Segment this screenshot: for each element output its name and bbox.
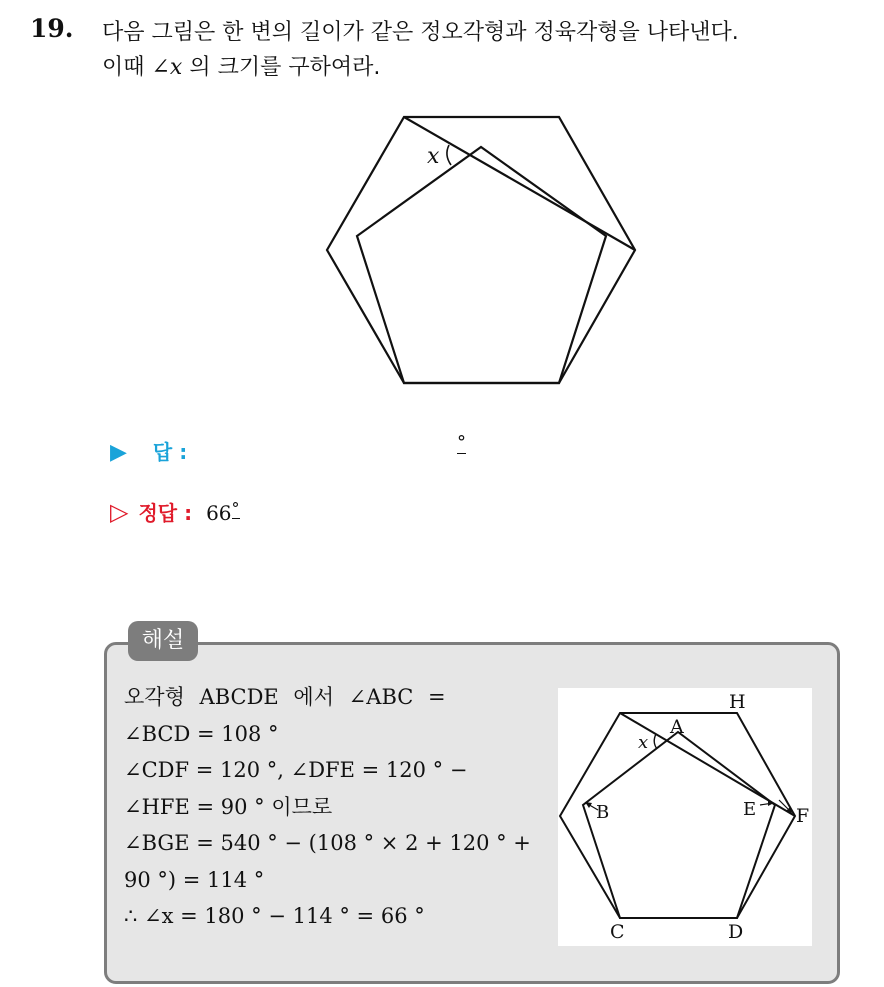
solution-line: ∠HFE = 90 ° 이므로: [124, 794, 333, 819]
solution-line: ∴ ∠x = 180 ° − 114 ° = 66 °: [124, 904, 425, 928]
solution-pentagon-shape: [583, 732, 775, 918]
question-line-2: 이때 ∠x 의 크기를 구하여라.: [102, 55, 381, 80]
question-line-1: 다음 그림은 한 변의 길이가 같은 정오각형과 정육각형을 나타낸다.: [102, 20, 739, 45]
connector-line: [404, 117, 635, 250]
angle-x-label: x: [427, 144, 440, 169]
point-d-label: D: [728, 921, 744, 943]
question-figure: [320, 110, 650, 395]
solution-line: ∠BCD = 108 °: [124, 721, 279, 746]
solution-line: 오각형 ABCDE 에서 ∠ABC =: [124, 685, 446, 709]
point-c-label: C: [610, 921, 625, 943]
solution-angle-arc: [654, 734, 657, 749]
correct-answer-row: [110, 497, 240, 526]
solution-figure: [558, 688, 812, 946]
solution-tab: 해설: [128, 621, 198, 661]
user-answer-label: 답 :: [152, 440, 188, 464]
point-b-label: B: [596, 802, 610, 823]
correct-answer-label: 정답 :: [138, 501, 193, 525]
question-number: 19.: [30, 14, 74, 43]
solution-figure-svg: [558, 688, 812, 946]
user-answer-row: [110, 436, 187, 465]
pentagon-shape: [357, 147, 606, 383]
question-text: [102, 15, 872, 85]
hexagon-shape: [327, 117, 635, 383]
correct-answer-value: 66°: [206, 499, 240, 525]
point-h-label: H: [729, 691, 746, 713]
angle-arc: [447, 145, 451, 165]
angle-x-symbol: ∠x: [151, 55, 183, 80]
outline-triangle-icon: ▷: [110, 498, 129, 526]
solution-line: ∠CDF = 120 °, ∠DFE = 120 ° −: [124, 758, 468, 782]
filled-triangle-icon: ▶: [110, 440, 127, 465]
arrow-b-head: [585, 802, 592, 808]
solution-text: [124, 679, 534, 935]
solution-line: ∠BGE = 540 ° − (108 ° × 2 + 120 ° +: [124, 831, 531, 855]
user-answer-blank[interactable]: °: [457, 432, 466, 453]
point-a-label: A: [670, 716, 684, 738]
solution-line: 90 °) = 114 °: [124, 867, 265, 892]
point-f-label: F: [796, 805, 810, 827]
point-e-label: E: [743, 799, 757, 820]
angle-x-label: x: [638, 732, 649, 753]
